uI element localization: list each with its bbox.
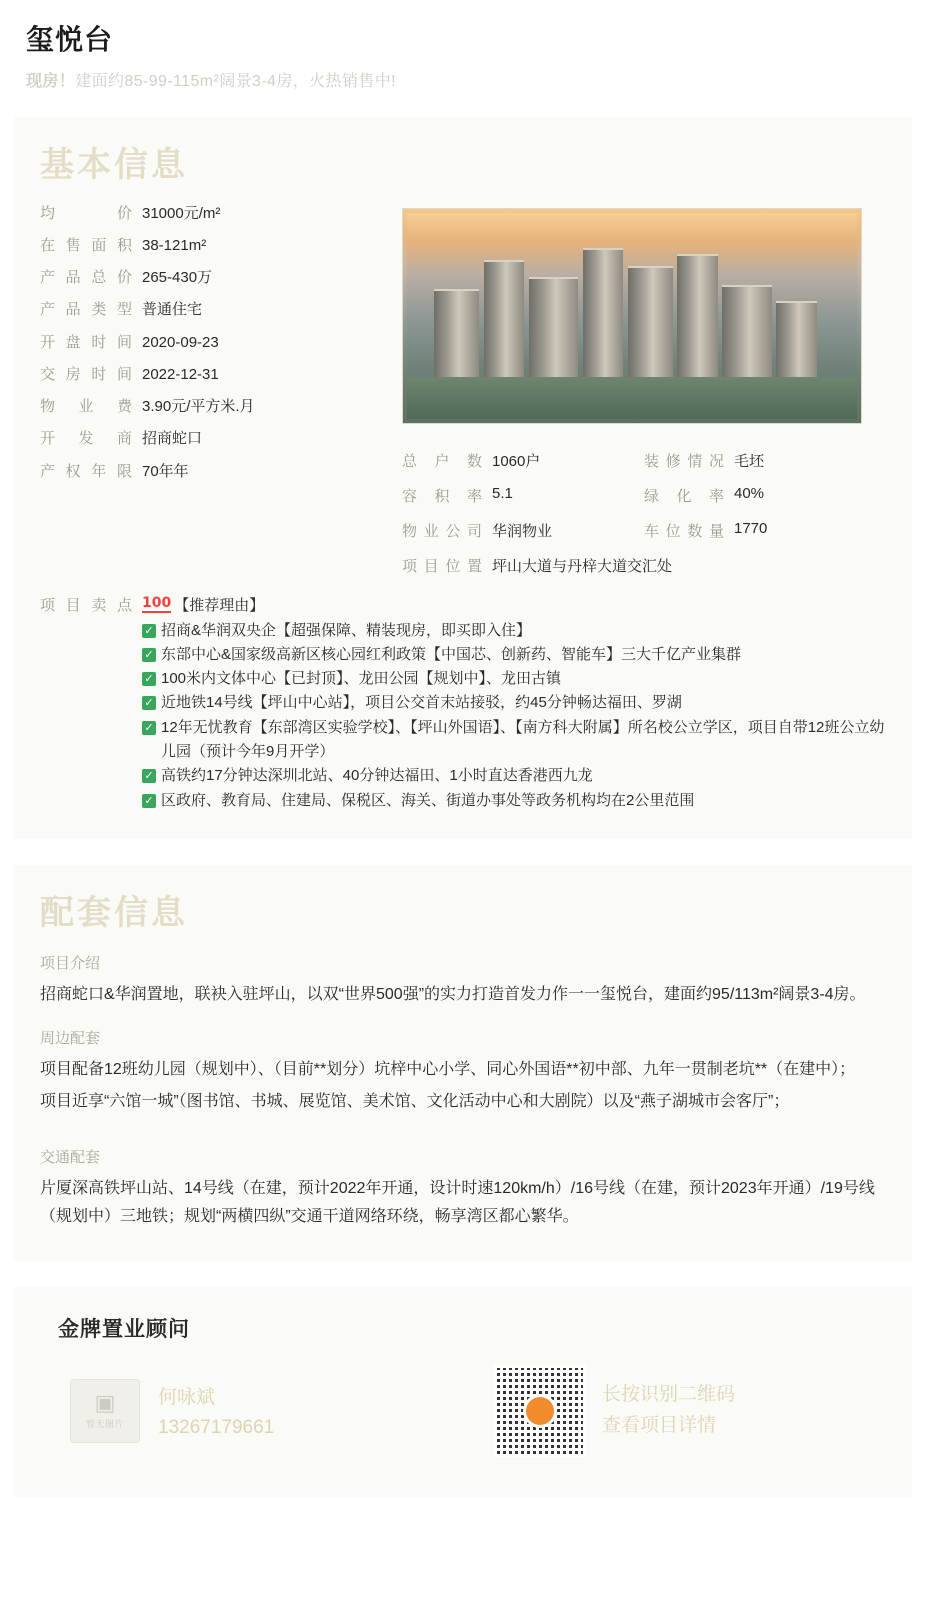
consultant-card xyxy=(14,1287,912,1497)
info-label: 开发商 xyxy=(40,430,132,448)
info-label: 容积率 xyxy=(402,487,482,505)
check-icon: ✓ xyxy=(142,721,156,735)
info-label: 在售面积 xyxy=(40,236,132,254)
info-label: 开盘时间 xyxy=(40,333,132,351)
avatar xyxy=(70,1379,140,1443)
qr-hint xyxy=(602,1380,735,1441)
info-row xyxy=(40,365,392,385)
selling-points-body xyxy=(132,594,886,813)
check-icon: ✓ xyxy=(142,769,156,783)
info-value: 265-430万 xyxy=(142,269,213,287)
selling-point-text: 东部中心&国家级高新区核心园红利政策【中国芯、创新药、智能车】三大千亿产业集群 xyxy=(161,645,742,663)
agent-info xyxy=(158,1382,274,1439)
page-title: 玺悦台 xyxy=(26,24,114,55)
basic-info-left-fields xyxy=(40,204,392,494)
info-value: 坪山大道与丹梓大道交汇处 xyxy=(492,557,673,575)
selling-point-text: 12年无忧教育【东部湾区实验学校】、【坪山外国语】、【南方科大附属】所名校公立学区，项目自带12班公立幼儿园（预计今年9月开学） xyxy=(161,718,885,761)
info-value: 普通住宅 xyxy=(142,301,203,319)
check-icon: ✓ xyxy=(142,648,156,662)
basic-info-right-fields xyxy=(402,450,886,590)
info-label: 产品类型 xyxy=(40,301,132,319)
info-row xyxy=(40,397,392,417)
info-row xyxy=(40,236,392,256)
info-row xyxy=(40,300,392,320)
info-row xyxy=(40,333,392,353)
info-row xyxy=(402,485,644,506)
avatar-caption: 暂无图片 xyxy=(85,1418,124,1429)
check-icon: ✓ xyxy=(142,794,156,808)
info-value: 3.90元/平方米.月 xyxy=(142,398,255,416)
facility-block-label: 项目介绍 xyxy=(40,954,101,972)
info-label: 均价 xyxy=(40,204,132,222)
basic-info-columns xyxy=(40,204,886,590)
info-row xyxy=(644,520,886,541)
check-icon: ✓ xyxy=(142,696,156,710)
info-value: 2020-09-23 xyxy=(142,333,219,351)
agent-block[interactable] xyxy=(44,1379,464,1443)
info-row xyxy=(40,204,392,224)
info-value: 1060户 xyxy=(492,452,541,470)
facility-block-label: 周边配套 xyxy=(40,1029,101,1047)
info-label: 交房时间 xyxy=(40,365,132,383)
hundred-points-icon: 100 xyxy=(142,594,172,611)
info-row xyxy=(40,268,392,288)
info-label: 绿化率 xyxy=(644,487,724,505)
page-header xyxy=(0,0,926,107)
subtitle-lead: 现房！ xyxy=(26,73,76,90)
consultant-title: 金牌置业顾问 xyxy=(58,1317,190,1341)
selling-points-heading-text: 【推荐理由】 xyxy=(174,596,265,614)
facility-info-title: 配套信息 xyxy=(40,893,188,932)
facility-block-label: 交通配套 xyxy=(40,1148,101,1166)
info-value: 5.1 xyxy=(492,484,513,502)
info-value: 38-121m² xyxy=(142,236,207,254)
info-value: 招商蛇口 xyxy=(142,430,203,448)
info-value: 毛坯 xyxy=(734,452,765,470)
agent-phone[interactable]: 13267179661 xyxy=(158,1417,275,1439)
basic-info-card xyxy=(14,117,912,839)
info-row xyxy=(40,429,392,449)
info-row xyxy=(402,450,644,471)
facility-paragraph: 招商蛇口&华润置地，联袂入驻坪山，以双“世界500强”的实力打造首发力作一一玺悦台，建面约95/113m²阔景3-4房。 xyxy=(40,985,866,1003)
info-row xyxy=(402,555,886,576)
selling-point-item xyxy=(142,764,886,788)
selling-point-text: 近地铁14号线【坪山中心站】，项目公交首末站接驳，约45分钟畅达福田、罗湖 xyxy=(161,694,682,712)
selling-point-item xyxy=(142,716,886,765)
facility-paragraph: 项目近享“六馆一城”（图书馆、书城、展览馆、美术馆、文化活动中心和大剧院）以及“燕子湖城市会客厅”； xyxy=(40,1092,790,1110)
info-label: 总户数 xyxy=(402,452,482,470)
selling-point-item xyxy=(142,643,886,667)
qr-hint-line2: 查看项目详情 xyxy=(602,1414,717,1436)
info-value: 31000元/m² xyxy=(142,204,221,222)
info-label: 物业公司 xyxy=(402,522,482,540)
facility-block xyxy=(40,1027,886,1116)
camera-icon: ▣ xyxy=(94,1389,116,1415)
info-value: 华润物业 xyxy=(492,522,553,540)
facility-block xyxy=(40,952,886,1009)
qr-code-icon[interactable] xyxy=(494,1365,586,1457)
info-value: 1770 xyxy=(734,519,768,537)
qr-block[interactable] xyxy=(494,1365,735,1457)
selling-point-text: 高铁约17分钟达深圳北站、40分钟达福田、1小时直达香港西九龙 xyxy=(161,767,593,785)
facility-info-card xyxy=(14,865,912,1261)
selling-points-heading xyxy=(142,594,886,615)
facility-paragraph: 项目配备12班幼儿园（规划中）、（目前**划分）坑梓中心小学、同心外国语**初中部、九年一贯制老坑**（在建中）； xyxy=(40,1060,856,1078)
info-value: 2022-12-31 xyxy=(142,365,219,383)
info-label: 车位数量 xyxy=(644,522,724,540)
agent-name: 何咏斌 xyxy=(158,1387,216,1409)
selling-point-item xyxy=(142,667,886,691)
info-row xyxy=(644,485,886,506)
consultant-row xyxy=(44,1365,882,1457)
info-label: 物业费 xyxy=(40,398,132,416)
info-row xyxy=(644,450,886,471)
qr-hint-line1: 长按识别二维码 xyxy=(602,1384,736,1406)
facility-block xyxy=(40,1146,886,1231)
facility-paragraph: 片厦深高铁坪山站、14号线（在建，预计2022年开通，设计时速120km/h）/16号线（在建，预计2023年开通）/19号线（规划中）三地铁；规划“两横四纵”交通干道网络环绕，畅享湾区都心繁华。 xyxy=(40,1179,875,1225)
selling-point-item xyxy=(142,789,886,813)
info-label: 产权年限 xyxy=(40,462,132,480)
subtitle-rest: 建面约85-99-115m²阔景3-4房，火热销售中! xyxy=(75,73,396,90)
project-photo xyxy=(402,208,862,424)
selling-point-item xyxy=(142,619,886,643)
selling-point-item xyxy=(142,691,886,715)
info-label: 产品总价 xyxy=(40,269,132,287)
info-label: 装修情况 xyxy=(644,452,724,470)
selling-points-block xyxy=(40,594,886,813)
selling-point-text: 100米内文体中心【已封顶】、龙田公园【规划中】、龙田古镇 xyxy=(161,670,562,688)
selling-points-label: 项目卖点 xyxy=(40,596,132,614)
basic-info-right-column xyxy=(392,204,886,590)
selling-point-text: 区政府、教育局、住建局、保税区、海关、街道办事处等政务机构均在2公里范围 xyxy=(161,791,695,809)
check-icon: ✓ xyxy=(142,672,156,686)
info-label: 项目位置 xyxy=(402,557,482,575)
basic-info-title: 基本信息 xyxy=(40,145,188,184)
info-value: 70年年 xyxy=(142,462,189,480)
info-value: 40% xyxy=(734,484,765,502)
page-subtitle xyxy=(26,72,900,93)
project-photo-image xyxy=(407,213,857,419)
info-row xyxy=(40,462,392,482)
info-row xyxy=(402,520,644,541)
check-icon: ✓ xyxy=(142,624,156,638)
selling-point-text: 招商&华润双央企【超强保障、精装现房，即买即入住】 xyxy=(161,621,532,639)
